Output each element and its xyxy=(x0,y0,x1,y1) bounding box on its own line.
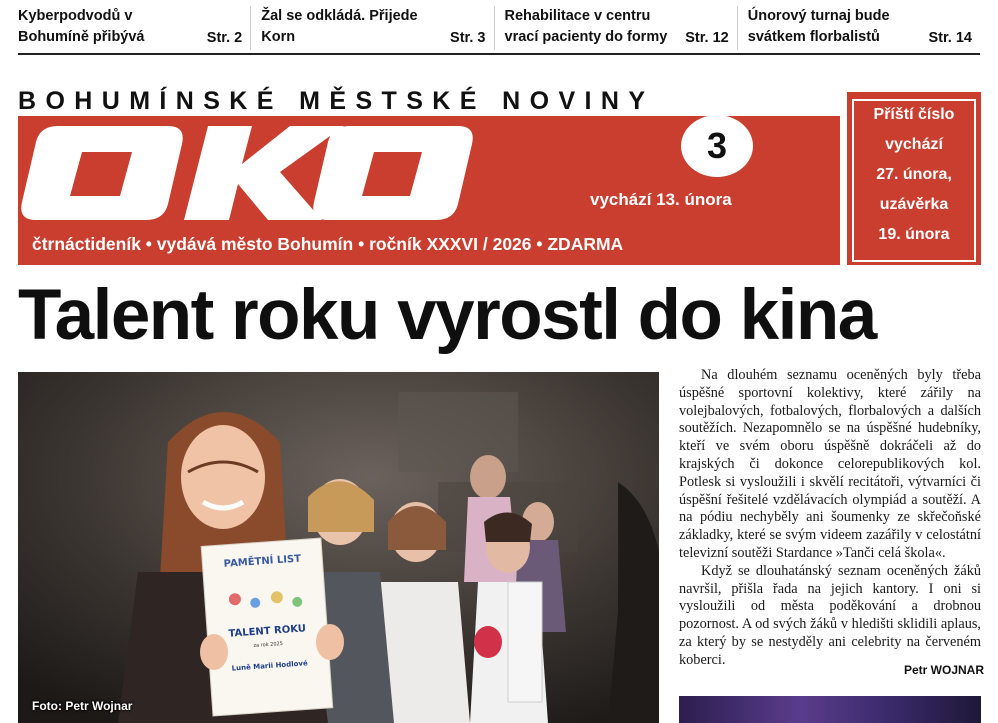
article-body xyxy=(679,367,981,670)
teaser-item[interactable] xyxy=(250,6,493,50)
issue-number-badge: 3 xyxy=(681,116,753,177)
article-author: Petr WOJNAR xyxy=(904,663,985,677)
certificate-year: za rok 2025 xyxy=(253,640,284,650)
lead-photo[interactable] xyxy=(18,372,659,723)
teaser-title[interactable]: Únorový turnaj bude svátkem florbalistů xyxy=(747,8,890,45)
certificate-award: TALENT ROKU xyxy=(228,623,307,640)
next-article-image[interactable] xyxy=(679,696,981,723)
teaser-page: Str. 2 xyxy=(206,30,243,46)
teaser-strip xyxy=(18,6,980,50)
photo-credit: Foto: Petr Wojnar xyxy=(32,699,133,713)
teaser-title[interactable]: Rehabilitace v centru vrací pacienty do formy xyxy=(504,8,668,45)
next-issue-line: Příští číslo xyxy=(873,106,955,123)
next-issue-line: 27. února, xyxy=(876,166,952,183)
teaser-item[interactable] xyxy=(18,6,250,50)
certificate-name: Luně Marii Hodlové xyxy=(231,659,308,673)
teaser-page: Str. 12 xyxy=(685,30,729,46)
teaser-item[interactable] xyxy=(494,6,737,50)
next-issue-line: uzávěrka xyxy=(879,196,949,213)
next-issue-line: 19. února xyxy=(878,226,950,243)
photo-illustration xyxy=(18,372,659,723)
next-issue-box xyxy=(847,92,981,265)
masthead-tagline: čtrnáctideník • vydává město Bohumín • ročník XXXVI / 2026 • ZDARMA xyxy=(32,234,624,254)
article-paragraph: Když se dlouhatánský seznam oceněných žáků navršil, přišla řada na jejich kantory. I oni si vysloužili od města poděkování a drobnou pozornost. A od svých žáků v hledišti sklidili aplaus, za který by se nestyděly ani celebrity na červeném koberci. xyxy=(679,562,981,668)
article-paragraph: Na dlouhém seznamu oceněných byly třeba úspěšné sportovní kolektivy, které zářily na volejbalových, fotbalových, florbalových a dalších soutěžích. Nezapomnělo se na úspěšné hudebníky, kteří ve svém oboru úspěšně dokráčeli až do krajských či dokonce celorepublikových kol. Potlesk si vysloužili i skvělí recitátoři, výtvarníci či úspěšní řešitelé vzdělávacích olympiád a soutěží. A na pódiu nechyběly ani šoumenky ze skřečoňské základky, které se svým videem zazářily v celostátní televizní soutěži Stardance »Tanči celá škola«. xyxy=(679,367,981,561)
oko-logo xyxy=(18,116,478,228)
top-divider xyxy=(18,53,980,55)
teaser-title[interactable]: Žal se odkládá. Přijede Korn xyxy=(261,8,418,45)
next-issue-line: vychází xyxy=(885,136,943,153)
teaser-page: Str. 3 xyxy=(450,30,486,46)
teaser-item[interactable] xyxy=(737,6,980,50)
main-headline[interactable]: Talent roku vyrostl do kina xyxy=(18,276,876,355)
masthead-banner xyxy=(18,116,860,265)
teaser-page: Str. 14 xyxy=(928,30,972,46)
masthead-subtitle: BOHUMÍNSKÉ MĚSTSKÉ NOVINY xyxy=(18,87,655,115)
next-issue-text xyxy=(851,98,977,263)
publication-date: vychází 13. února xyxy=(590,190,732,209)
teaser-title[interactable]: Kyberpodvodů v Bohumíně přibývá xyxy=(18,8,145,45)
certificate-heading: PAMĚTNÍ LIST xyxy=(223,553,302,570)
